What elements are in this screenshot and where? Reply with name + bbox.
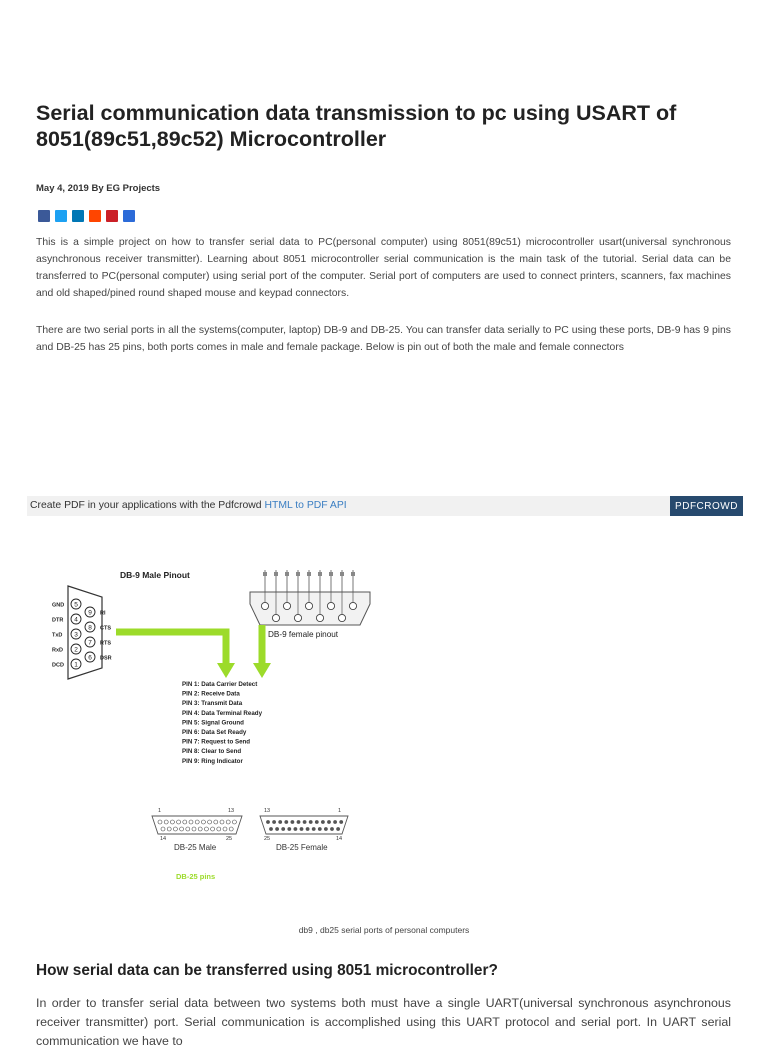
reddit-icon[interactable] — [89, 210, 101, 222]
db9-female-tick-mark — [329, 572, 333, 576]
db9-male-right-label-3: RTS — [100, 640, 111, 647]
db25-female-pin — [318, 827, 322, 831]
db25-female-pin — [294, 827, 298, 831]
db9-male-left-label-1: GND — [52, 602, 65, 609]
db25-male-pin — [192, 827, 196, 831]
db25-female-pin — [339, 820, 343, 824]
pdfcrowd-brand-button[interactable]: PDFCROWD — [670, 496, 743, 516]
db9-male-left-label-5: DCD — [52, 662, 64, 669]
more-share-icon[interactable] — [123, 210, 135, 222]
db9-male-right-label-2: CTS — [100, 625, 111, 632]
db25-male-pin — [220, 820, 224, 824]
db25-male-pin — [232, 820, 236, 824]
db25-female-shell — [260, 816, 348, 834]
db25-female-pin — [312, 827, 316, 831]
db9-male-pin-number-8: 8 — [88, 624, 92, 632]
db25-male-pin — [198, 827, 202, 831]
db25-male-pin — [214, 820, 218, 824]
intro-paragraph: This is a simple project on how to transfer serial data to PC(personal computer) using 8051(89c51) microcontroller usart(universal synchronous asynchronous receiver transmitter). Learning about 8051 microcontroller serial communication is the main task of the tutorial. Serial data can be transferred to PC(personal computer) using serial port of the computer. Serial port of computers are used to connect printers, scanners, fax machines and old shaped/pined round shaped mouse and keypad connectors. — [36, 237, 731, 299]
db9-female-hole — [294, 614, 301, 621]
post-meta: May 4, 2019 By EG Projects — [36, 183, 161, 194]
db9-female-tick-mark — [274, 572, 278, 576]
db25-female-pin — [281, 827, 285, 831]
db25-male-pin-bl: 14 — [160, 836, 167, 842]
db25-male-pin — [201, 820, 205, 824]
db25-female-pin — [315, 820, 319, 824]
db25-male-pin — [211, 827, 215, 831]
pinterest-icon[interactable] — [106, 210, 118, 222]
db9-female-hole — [283, 602, 290, 609]
db9-female-tick-mark — [285, 572, 289, 576]
db25-female-pin-tr: 1 — [338, 808, 342, 814]
db25-male-pin — [229, 827, 233, 831]
db9-female-hole — [338, 614, 345, 621]
pdfcrowd-text-body: Create PDF in your applications with the Pdfcrowd — [30, 500, 265, 511]
db25-female-pin — [330, 827, 334, 831]
db25-male-pin — [170, 820, 174, 824]
share-bar — [38, 210, 135, 222]
arrow-rts-path — [116, 632, 226, 664]
db9-female-hole — [261, 602, 268, 609]
pin-description-item: PIN 2: Receive Data — [182, 690, 240, 698]
serial-ports-diagram — [36, 560, 396, 890]
pin-description-item: PIN 5: Signal Ground — [182, 719, 244, 727]
db25-female-pin — [300, 827, 304, 831]
db9-female-hole — [316, 614, 323, 621]
serial-ports-figure — [36, 560, 396, 890]
db25-male-pin — [177, 820, 181, 824]
db9-female-hole — [305, 602, 312, 609]
db9-male-pin-number-2: 2 — [74, 646, 78, 654]
db25-female-pin — [333, 820, 337, 824]
green-arrows — [116, 625, 271, 678]
db25-male-pin — [180, 827, 184, 831]
db25-female-pin — [275, 827, 279, 831]
db25-male-pin — [167, 827, 171, 831]
pin-description-item: PIN 8: Clear to Send — [182, 748, 242, 756]
db25-female-connector — [260, 808, 348, 852]
pin-description-list — [182, 681, 263, 765]
db25-male-pin — [189, 820, 193, 824]
db25-male-pin — [186, 827, 190, 831]
db25-male-pin — [217, 827, 221, 831]
db9-male-pin-number-1: 1 — [74, 661, 78, 669]
db9-female-connector — [250, 570, 370, 639]
db9-female-tick-mark — [318, 572, 322, 576]
db25-male-label: DB-25 Male — [174, 843, 217, 852]
db25-female-pin-br: 14 — [336, 836, 343, 842]
db9-male-right-label-1: RI — [100, 610, 106, 617]
db9-female-tick-mark — [307, 572, 311, 576]
db25-male-shell — [152, 816, 242, 834]
db25-female-pin — [303, 820, 307, 824]
db25-female-pin — [284, 820, 288, 824]
db25-male-pin — [226, 820, 230, 824]
db25-female-pin — [306, 827, 310, 831]
db9-female-hole — [327, 602, 334, 609]
db9-female-hole — [272, 614, 279, 621]
db25-male-pin-br: 25 — [226, 836, 233, 842]
db9-male-pin-number-4: 4 — [74, 616, 78, 624]
pin-description-item: PIN 3: Transmit Data — [182, 700, 243, 708]
ports-paragraph: There are two serial ports in all the systems(computer, laptop) DB-9 and DB-25. You can transfer data serially to PC using these ports, DB-9 has 9 pins and DB-25 has 25 pins, both ports comes in male and female package. Below is pin out of both the male and female connectors — [36, 325, 731, 353]
db25-male-pin — [161, 827, 165, 831]
facebook-icon[interactable] — [38, 210, 50, 222]
db9-female-tick-mark — [263, 572, 267, 576]
db9-male-left-label-4: RxD — [52, 647, 64, 654]
db9-male-pin-number-5: 5 — [74, 601, 78, 609]
db25-female-pin — [309, 820, 313, 824]
db25-male-pin — [173, 827, 177, 831]
db25-male-pin — [195, 820, 199, 824]
db25-female-pin — [324, 827, 328, 831]
pdfcrowd-banner — [27, 496, 743, 516]
db9-male-pin-number-7: 7 — [88, 639, 92, 647]
db25-male-connector — [152, 808, 242, 852]
db25-female-pin-tl: 13 — [264, 808, 271, 814]
db25-female-pin-bl: 25 — [264, 836, 271, 842]
twitter-icon[interactable] — [55, 210, 67, 222]
db25-female-pin — [287, 827, 291, 831]
db25-female-pin — [269, 827, 273, 831]
db25-female-pin — [272, 820, 276, 824]
db9-male-pin-number-3: 3 — [74, 631, 78, 639]
db25-male-pin — [183, 820, 187, 824]
db9-female-ticks — [263, 570, 355, 592]
db9-female-tick-mark — [351, 572, 355, 576]
arrow-female-head — [253, 663, 271, 678]
db25-male-pin-tr: 13 — [228, 808, 235, 814]
db9-female-tick-mark — [340, 572, 344, 576]
pin-description-item: PIN 6: Data Set Ready — [182, 729, 247, 736]
db25-female-pin — [321, 820, 325, 824]
db9-male-left-label-3: TxD — [52, 632, 63, 639]
db9-male-title: DB-9 Male Pinout — [120, 570, 190, 580]
linkedin-icon[interactable] — [72, 210, 84, 222]
pdfcrowd-link[interactable]: HTML to PDF API — [264, 500, 347, 511]
db9-female-title: DB-9 female pinout — [268, 630, 339, 639]
section-paragraph: In order to transfer serial data between two systems both must have a single UART(universal synchronous asynchronous receiver transmitter) port. Serial communication is accomplished using this UART protocol and serial port. In UART serial communication we have to — [36, 996, 731, 1048]
article-title: Serial communication data transmission to pc using USART of 8051(89c51,89c52) Microcontroller — [36, 101, 677, 151]
pin-description-item: PIN 1: Data Carrier Detect — [182, 681, 258, 688]
db25-male-pin — [204, 827, 208, 831]
db25-pins-caption: DB-25 pins — [176, 872, 216, 881]
db25-female-pin — [336, 827, 340, 831]
db9-male-pin-number-6: 6 — [88, 654, 92, 662]
db9-male-left-label-2: DTR — [52, 617, 64, 624]
db9-female-hole — [349, 602, 356, 609]
db9-female-tick-mark — [296, 572, 300, 576]
db9-male-pin-number-9: 9 — [88, 609, 92, 617]
figure-caption: db9 , db25 serial ports of personal computers — [298, 925, 470, 935]
db25-female-pin — [278, 820, 282, 824]
db25-female-label: DB-25 Female — [276, 843, 328, 852]
db25-male-pin — [158, 820, 162, 824]
db25-female-pin — [266, 820, 270, 824]
db25-male-pin — [208, 820, 212, 824]
arrow-rts-head — [217, 663, 235, 678]
db25-male-pin — [164, 820, 168, 824]
pin-description-item: PIN 7: Request to Send — [182, 738, 251, 746]
section-heading: How serial data can be transferred using 8051 microcontroller? — [36, 962, 498, 979]
db25-male-pin-tl: 1 — [158, 808, 162, 814]
db9-male-right-label-4: DSR — [100, 655, 112, 662]
pin-description-item: PIN 9: Ring Indicator — [182, 757, 243, 765]
db25-male-pin — [223, 827, 227, 831]
pdfcrowd-text — [30, 500, 347, 511]
pin-description-item: PIN 4: Data Terminal Ready — [182, 709, 263, 717]
db25-female-pin — [327, 820, 331, 824]
db25-female-pin — [291, 820, 295, 824]
db25-female-pin — [297, 820, 301, 824]
